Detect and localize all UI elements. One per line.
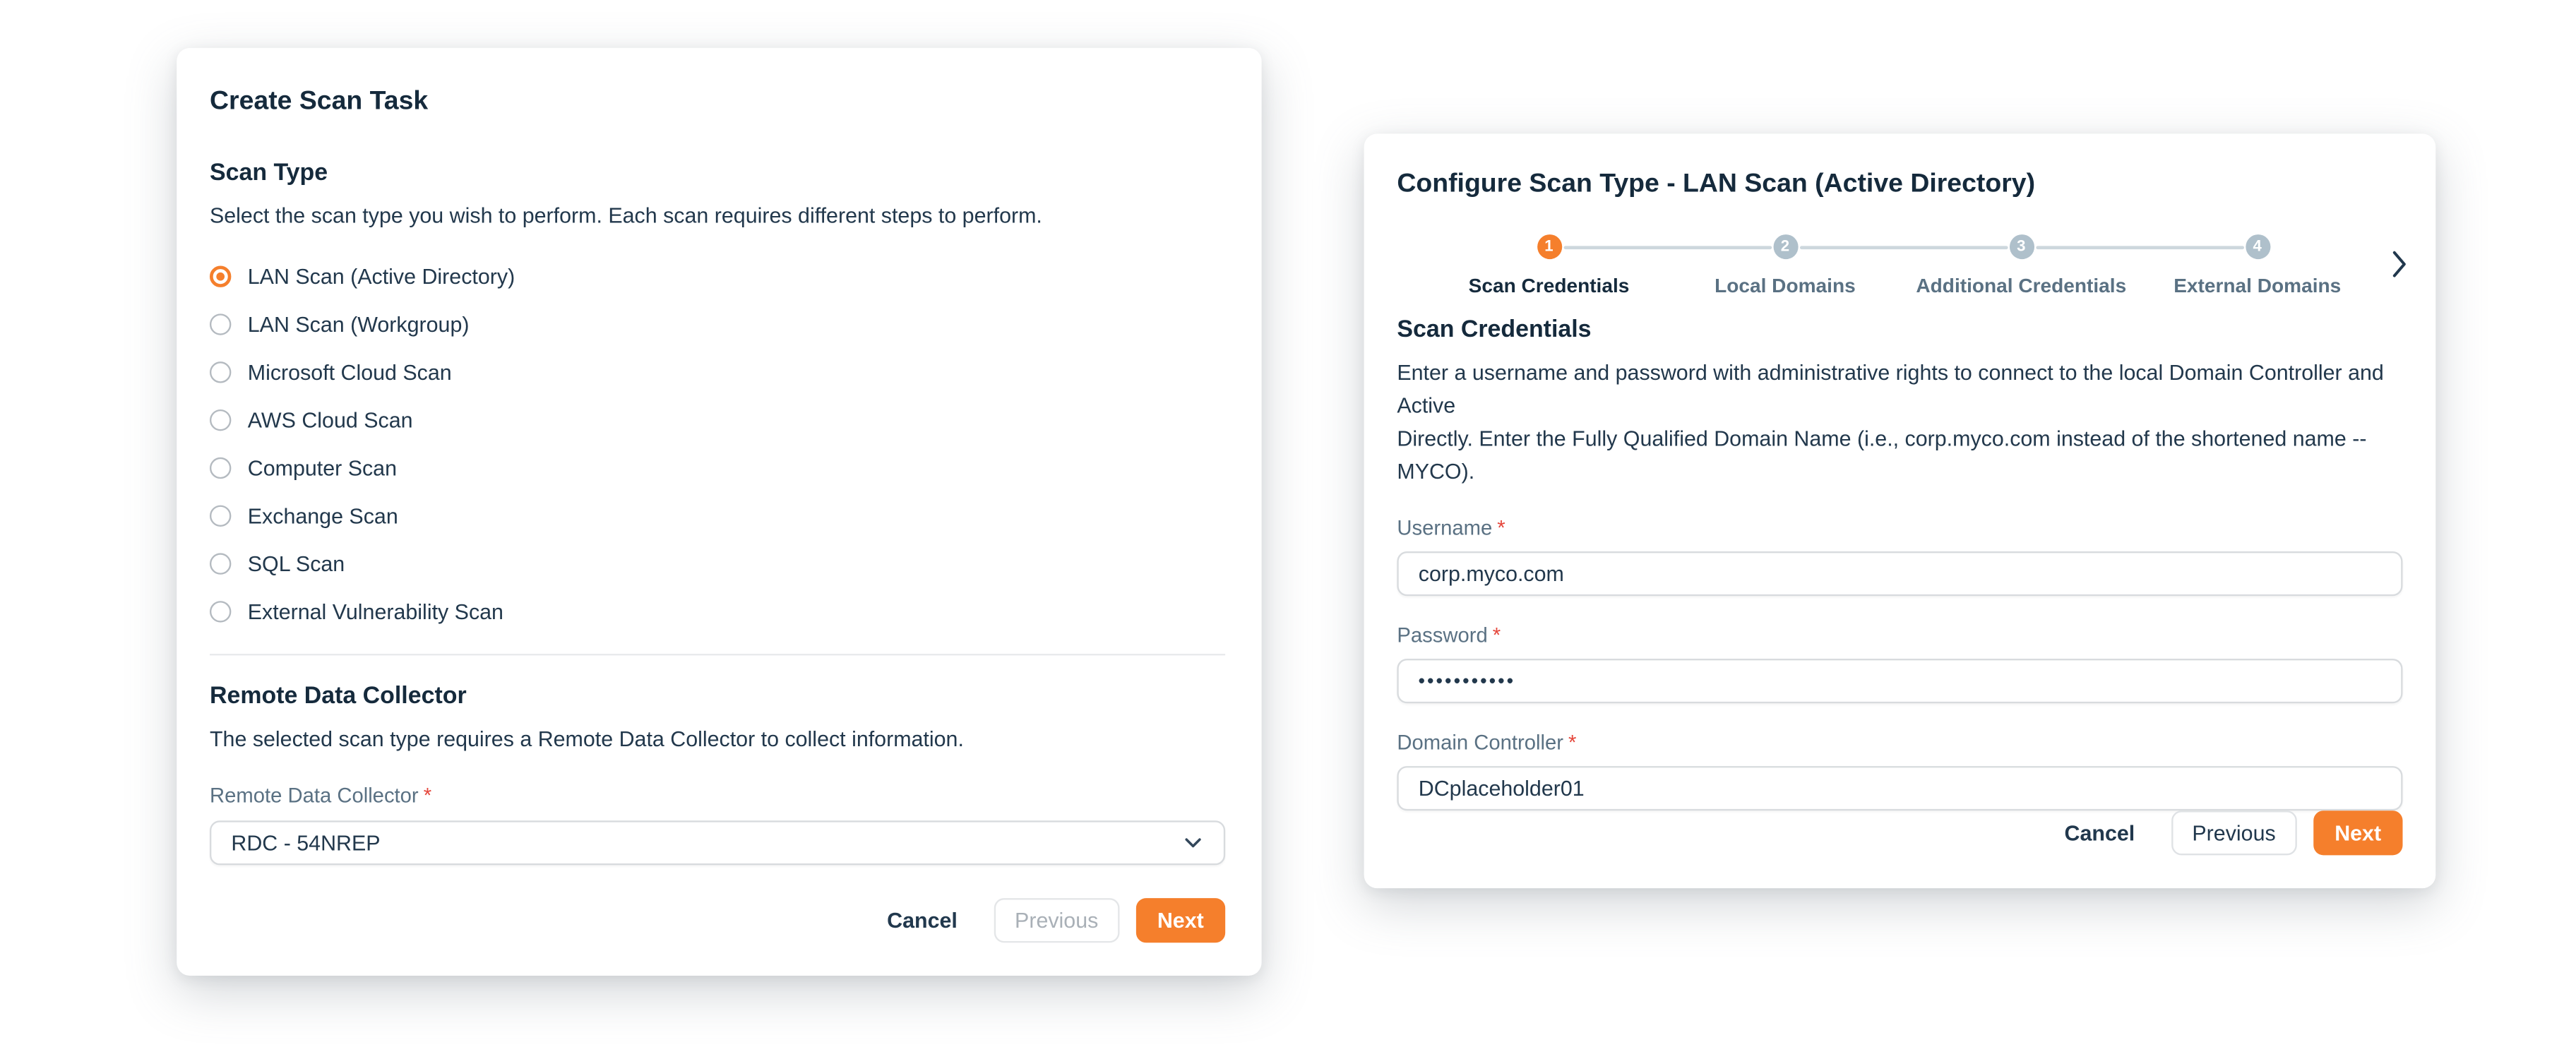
radio-label: LAN Scan (Workgroup) [247,311,470,337]
radio-label: Microsoft Cloud Scan [247,359,452,385]
scan-type-heading: Scan Type [209,160,328,187]
field-label-text: Username [1397,516,1493,540]
step-number-badge: 2 [1772,234,1797,259]
remote-data-collector-select[interactable] [210,820,1225,865]
remote-data-collector-heading: Remote Data Collector [209,683,467,710]
step-number-badge: 3 [2009,234,2034,259]
required-asterisk: * [1497,516,1505,540]
dialog-footer [210,898,1225,943]
dialog-footer [1397,810,2402,855]
chevron-right-icon [2390,248,2409,281]
step-number-badge: 4 [2245,234,2270,259]
required-asterisk: * [423,784,432,808]
select-value: RDC - 54NREP [231,830,381,856]
domain-controller-field-group [1397,730,2402,811]
step-local-domains[interactable] [1666,234,1904,297]
required-asterisk: * [1568,731,1577,755]
radio-selected-icon [210,265,231,287]
step-label: Scan Credentials [1468,274,1630,297]
next-button[interactable]: Next [1135,898,1225,943]
password-label [1397,623,2402,651]
radio-lan-scan-active-directory[interactable] [210,253,1225,301]
step-additional-credentials[interactable] [1902,234,2140,297]
step-label: Local Domains [1715,274,1856,297]
step-label: Additional Credentials [1916,274,2127,297]
stepper-next-button[interactable] [2386,244,2412,289]
radio-microsoft-cloud-scan[interactable] [210,348,1225,396]
required-asterisk: * [1492,623,1501,647]
username-field-group [1397,515,2402,597]
configure-scan-type-dialog [1364,133,2436,888]
radio-aws-cloud-scan[interactable] [210,396,1225,444]
radio-label: AWS Cloud Scan [247,407,413,433]
scan-type-radio-group [210,253,1225,636]
radio-unselected-icon [210,361,231,383]
username-input[interactable] [1397,551,2402,596]
description-line: Directly. Enter the Fully Qualified Domain Name (i.e., corp.myco.com instead of the shortened name -- MYCO). [1397,426,2367,484]
domain-controller-input[interactable] [1397,766,2402,810]
section-divider [210,654,1225,655]
step-external-domains[interactable] [2138,234,2376,297]
remote-data-collector-description: The selected scan type requires a Remote Data Collector to collect information. [209,726,964,752]
field-label-text: Password [1397,623,1488,647]
radio-unselected-icon [210,313,231,335]
chevron-down-icon [1182,832,1203,854]
dialog-title: Create Scan Task [209,87,429,116]
cancel-button[interactable]: Cancel [877,898,967,943]
wizard-stepper [1397,225,2402,297]
radio-unselected-icon [210,409,231,431]
step-number-badge: 1 [1537,234,1561,259]
next-button[interactable]: Next [2313,810,2403,855]
domain-controller-label [1397,730,2402,758]
scan-credentials-heading: Scan Credentials [1397,316,1592,344]
radio-sql-scan[interactable] [210,540,1225,588]
scan-type-description: Select the scan type you wish to perform. Each scan requires different steps to perform. [209,203,1042,228]
cancel-button[interactable]: Cancel [2054,810,2145,855]
create-scan-task-dialog [177,48,1261,976]
remote-data-collector-field-label [210,782,1225,810]
radio-exchange-scan[interactable] [210,492,1225,540]
radio-label: External Vulnerability Scan [247,599,503,624]
description-line: Enter a username and password with administrative rights to connect to the local Domain Controller and Active [1397,359,2384,418]
radio-external-vulnerability-scan[interactable] [210,588,1225,636]
step-label: External Domains [2174,274,2342,297]
radio-label: LAN Scan (Active Directory) [247,264,515,289]
radio-lan-scan-workgroup[interactable] [210,301,1225,349]
radio-label: SQL Scan [247,551,345,577]
radio-unselected-icon [210,505,231,527]
step-scan-credentials[interactable] [1430,234,1668,297]
radio-computer-scan[interactable] [210,444,1225,492]
field-label-text: Domain Controller [1397,731,1563,755]
radio-unselected-icon [210,601,231,622]
radio-label: Computer Scan [247,455,398,481]
username-label [1397,515,2402,544]
radio-label: Exchange Scan [247,503,398,529]
radio-unselected-icon [210,457,231,479]
password-field-group [1397,623,2402,704]
password-input[interactable] [1397,659,2402,703]
dialog-title: Configure Scan Type - LAN Scan (Active Directory) [1397,169,2036,198]
previous-button[interactable]: Previous [994,898,1119,943]
radio-unselected-icon [210,553,231,574]
previous-button[interactable]: Previous [2171,810,2297,855]
scan-credentials-description [1397,357,2402,489]
field-label-text: Remote Data Collector [209,784,419,808]
